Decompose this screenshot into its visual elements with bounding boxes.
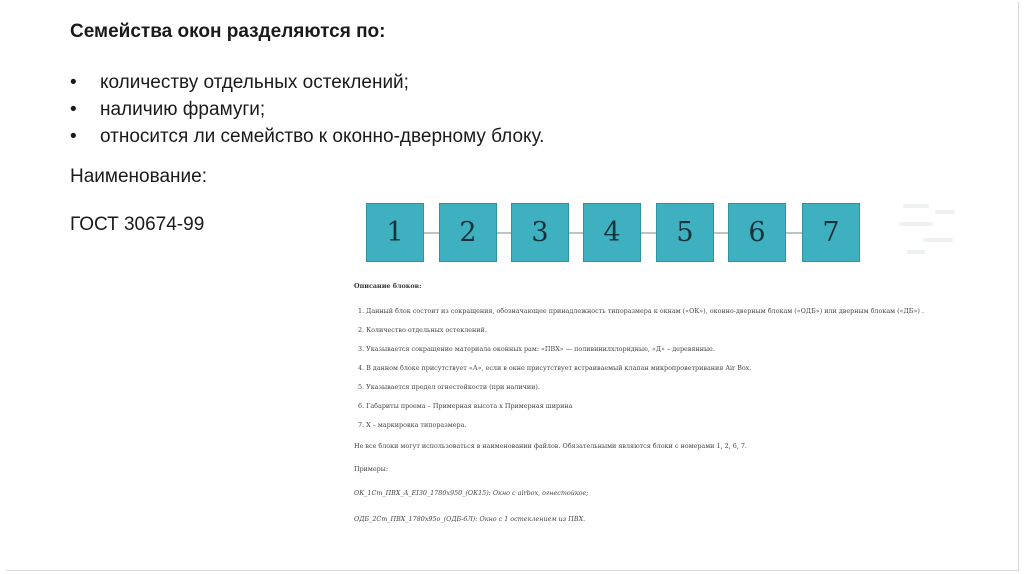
examples-title: Примеры: [354,465,389,473]
gost-standard: ГОСТ 30674-99 [70,214,205,235]
description-item: 3. Указывается сокращение материала оконных рам: «ПВХ» — поливинилхлоридные, «Д» – деревянные. [358,345,715,353]
bullet-text: относится ли семейство к оконно-дверному блоку. [100,126,545,147]
block-4: 4 [583,203,641,262]
bullet-text: количеству отдельных остеклений; [100,72,409,93]
bullet-symbol: • [70,99,77,120]
block-5: 5 [656,203,714,262]
slide-heading: Семейства окон разделяются по: [70,21,386,42]
bullet-item [70,96,544,123]
block-6: 6 [728,203,786,262]
block-7: 7 [802,203,860,262]
description-item: 2. Количество отдельных остеклений. [358,326,487,334]
block-2: 2 [439,203,497,262]
description-item: 1. Данный блок состоит из сокращения, обозначающее принадлежность типоразмера к окнам («ОК»), оконно-дверным блокам («ОДБ») или дверным блокам («ДБ») . [358,307,924,315]
bullet-list [70,69,544,150]
block-3: 3 [511,203,569,262]
naming-label: Наименование: [70,166,207,187]
example-item: ОК_1Ст_ПВХ_А_EI30_1780х950_(ОК15): Окно с airbox, огнестойкое; [354,489,589,497]
description-item: 4. В данном блоке присутствует «А», если в окне присутствует встраиваемый клапан микропроветривания Air Box. [358,364,752,372]
bullet-text: наличию фрамуги; [100,99,266,120]
description-item: 5. Указывается предел огнестойкости (при наличии). [358,383,540,391]
description-title: Описание блоков: [354,282,422,290]
bullet-item [70,123,544,150]
naming-scheme-image [330,190,970,535]
faded-artifact [895,198,965,258]
description-item: 7. X – маркировка типоразмера. [358,421,467,429]
description-item: 6. Габариты проема – Примерная высота x Примерная ширина [358,402,573,410]
example-item: ОДБ_2Ст_ПВХ_1780х95о_(ОДБ-6Л): Окно с 1 остеклением из ПВХ. [354,515,586,523]
bullet-symbol: • [70,126,77,147]
bullet-item [70,69,544,96]
bullet-symbol: • [70,72,77,93]
description-note: Не все блоки могут использоваться в наименовании файлов. Обязательными являются блоки с номерами 1, 2, 6, 7. [354,442,747,450]
block-1: 1 [366,203,424,262]
naming-blocks-row [366,203,862,263]
